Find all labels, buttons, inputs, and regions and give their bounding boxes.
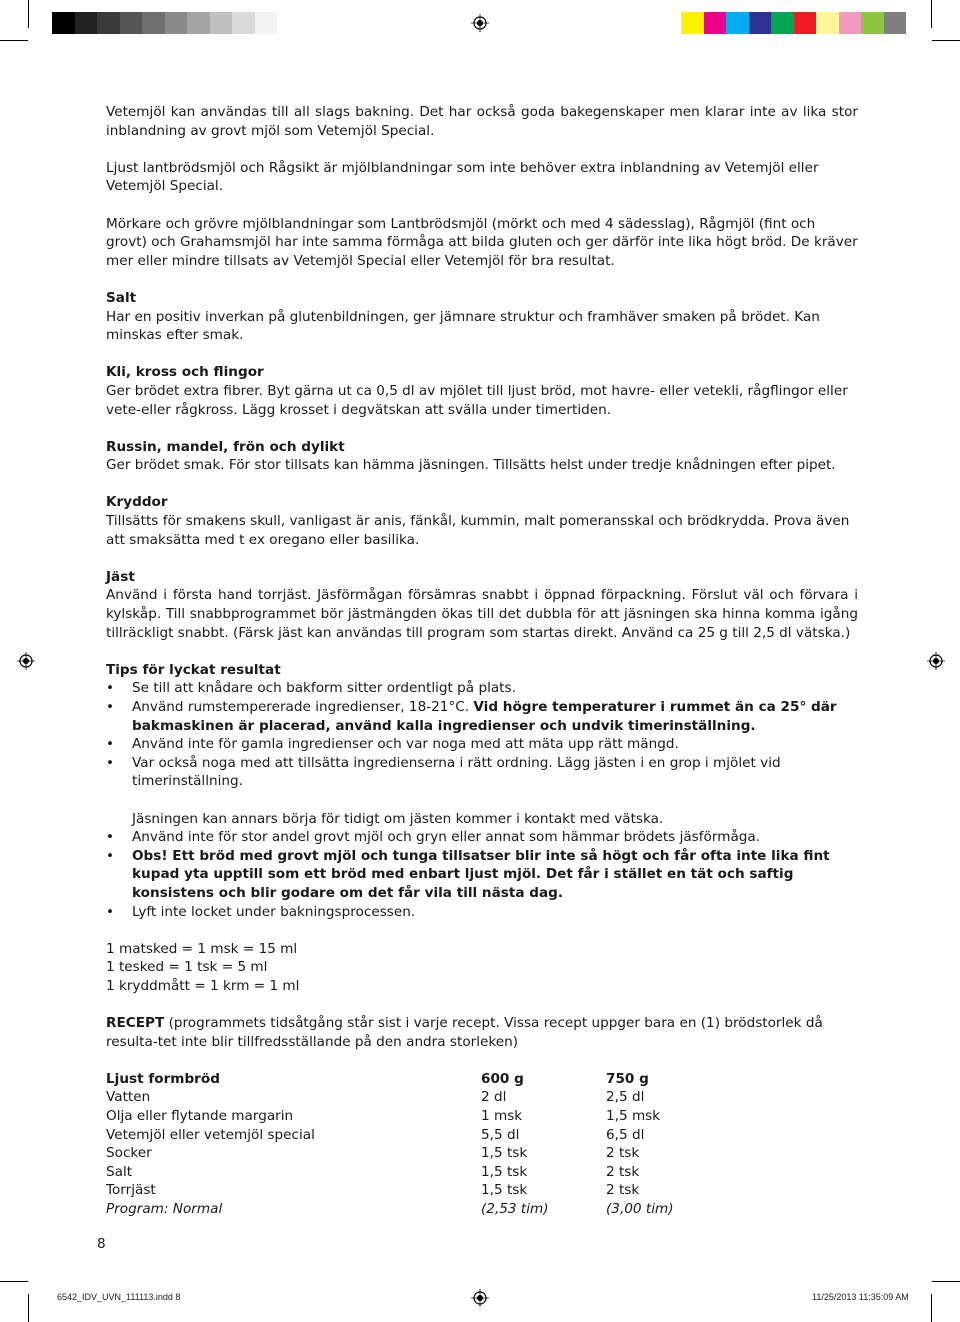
- amount: 1,5 tsk: [481, 1163, 528, 1180]
- ingredient: Vatten: [106, 1089, 151, 1106]
- crop-mark: [932, 1281, 960, 1282]
- page-number: 8: [97, 1236, 106, 1252]
- color-swatch: [255, 12, 278, 34]
- amount: 2 dl: [481, 1089, 507, 1106]
- column-header: 600 g: [481, 1070, 524, 1087]
- ingredient: Torrjäst: [106, 1182, 156, 1199]
- tips-heading: Tips för lyckat resultat: [106, 661, 281, 678]
- color-swatch: [794, 12, 817, 34]
- section-heading: Kli, kross och flingor: [106, 364, 264, 381]
- slug-timestamp: 11/25/2013 11:35:09 AM: [812, 1292, 909, 1302]
- color-swatch: [187, 12, 210, 34]
- program-time: (2,53 tim): [481, 1201, 549, 1218]
- list-item: • Använd inte för gamla ingredienser och var noga med att mäta upp rätt mängd.: [106, 735, 858, 754]
- registration-mark-icon: [17, 652, 35, 670]
- recipe-title: Ljust formbröd: [106, 1070, 220, 1087]
- color-swatch: [210, 12, 233, 34]
- ingredient: Socker: [106, 1145, 152, 1162]
- ingredient: Salt: [106, 1163, 133, 1180]
- amount: 2 tsk: [606, 1182, 640, 1199]
- list-item: Jäsningen kan annars börja för tidigt om jästen kommer i kontakt med vätska.: [132, 810, 664, 827]
- crop-mark: [0, 40, 28, 41]
- tips-list: [106, 679, 858, 921]
- color-swatch: [52, 12, 75, 34]
- amount: 1,5 msk: [606, 1108, 661, 1125]
- amount: 2 tsk: [606, 1145, 640, 1162]
- table-row: [106, 1181, 756, 1200]
- color-swatch: [97, 12, 120, 34]
- section-text: Ger brödet smak. För stor tillsats kan hämma jäsningen. Tillsätts helst under tredje knådningen efter pipet.: [106, 457, 836, 474]
- column-header: 750 g: [606, 1070, 649, 1087]
- color-swatch: [232, 12, 255, 34]
- color-swatch: [771, 12, 794, 34]
- list-item: • Obs! Ett bröd med grovt mjöl och tunga tillsatser blir inte så högt och får ofta inte lika fint kupad yta upptill som ett bröd med enbart ljust mjöl. Det får i stället en tät och saftig konsistens och blir godare om det får vila till nästa dag.: [106, 847, 858, 903]
- ingredient: Olja eller flytande margarin: [106, 1108, 294, 1125]
- crop-mark: [932, 40, 960, 41]
- amount: 1,5 tsk: [481, 1182, 528, 1199]
- amount: 2 tsk: [606, 1163, 640, 1180]
- table-row: [106, 1088, 756, 1107]
- section-heading: Jäst: [106, 568, 135, 585]
- recept-note: RECEPT (programmets tidsåtgång står sist i varje recept. Vissa recept uppger bara en (1) brödstorlek då resulta-tet inte blir tillfredsställande på den andra storleken): [106, 1015, 823, 1050]
- color-swatch: [884, 12, 907, 34]
- crop-mark: [0, 1281, 28, 1282]
- crop-mark: [28, 1294, 29, 1322]
- section-heading: Russin, mandel, frön och dylikt: [106, 438, 345, 455]
- paragraph: Vetemjöl kan användas till all slags bakning. Det har också goda bakegenskaper men klarar inte av lika stor inblandning av grovt mjöl som Vetemjöl Special.: [106, 104, 858, 139]
- color-swatch: [839, 12, 862, 34]
- measure-line: 1 kryddmått = 1 krm = 1 ml: [106, 977, 300, 994]
- color-swatch: [704, 12, 727, 34]
- color-swatch: [749, 12, 772, 34]
- table-row: [106, 1163, 756, 1182]
- list-item: • Var också noga med att tillsätta ingredienserna i rätt ordning. Lägg jästen i en grop i mjölet vid timerinställning.: [106, 754, 858, 791]
- registration-mark-icon: [471, 14, 489, 32]
- color-swatch: [165, 12, 188, 34]
- list-item: • Använd rumstempererade ingredienser, 18-21°C. Vid högre temperaturer i rummet än ca 25° där bakmaskinen är placerad, använd kalla ingredienser och undvik timerinställning.: [106, 698, 858, 735]
- color-swatch: [861, 12, 884, 34]
- color-swatch: [726, 12, 749, 34]
- table-row: [106, 1200, 756, 1219]
- program-time: (3,00 tim): [606, 1201, 674, 1218]
- amount: 1 msk: [481, 1108, 523, 1125]
- section-text: Har en positiv inverkan på glutenbildningen, ger jämnare struktur och framhäver smaken på brödet. Kan minskas efter smak.: [106, 308, 820, 344]
- crop-mark: [28, 0, 29, 28]
- grayscale-color-bar: [52, 12, 277, 34]
- section-text: Tillsätts för smakens skull, vanligast är anis, fänkål, kummin, malt pomeransskal och brödkrydda. Prova även att smaksätta med t ex oregano eller basilika.: [106, 513, 850, 548]
- list-item: • Lyft inte locket under bakningsprocessen.: [106, 903, 858, 922]
- table-row: [106, 1070, 756, 1089]
- amount: 2,5 dl: [606, 1089, 645, 1106]
- color-swatch: [75, 12, 98, 34]
- color-swatch: [142, 12, 165, 34]
- measure-line: 1 matsked = 1 msk = 15 ml: [106, 940, 298, 957]
- paragraph: Mörkare och grövre mjölblandningar som Lantbrödsmjöl (mörkt och med 4 sädesslag), Rågmjöl (fint och grovt) och Grahamsmjöl har inte samma förmåga att bilda gluten och ger därför inte lika högt bröd. De kräver mer eller mindre tillsats av Vetemjöl Special eller Vetemjöl för bra resultat.: [106, 215, 858, 269]
- ingredient: Vetemjöl eller vetemjöl special: [106, 1126, 315, 1143]
- color-swatch: [681, 12, 704, 34]
- section-text: Ger brödet extra fibrer. Byt gärna ut ca 0,5 dl av mjölet till ljust bröd, mot havre- eller vetekli, rågflingor eller vete-eller rågkross. Lägg krosset i degvätskan att svälla under timertiden.: [106, 382, 848, 418]
- measure-line: 1 tesked = 1 tsk = 5 ml: [106, 959, 268, 976]
- section-heading: Salt: [106, 289, 137, 306]
- list-item: • Använd inte för stor andel grovt mjöl och gryn eller annat som hämmar brödets jäsförmåga.: [106, 828, 858, 847]
- crop-mark: [931, 0, 932, 28]
- registration-mark-icon: [927, 652, 945, 670]
- list-item: • Se till att knådare och bakform sitter ordentligt på plats.: [106, 679, 858, 698]
- table-row: [106, 1107, 756, 1126]
- process-color-bar: [681, 12, 906, 34]
- table-row: [106, 1126, 756, 1145]
- measures-list: [106, 940, 858, 996]
- paragraph: Ljust lantbrödsmjöl och Rågsikt är mjölblandningar som inte behöver extra inblandning av Vetemjöl eller Vetemjöl Special.: [106, 159, 819, 195]
- page-content: [106, 103, 858, 1219]
- color-swatch: [816, 12, 839, 34]
- amount: 5,5 dl: [481, 1126, 520, 1143]
- recipe-table: [106, 1070, 756, 1219]
- registration-mark-icon: [471, 1289, 489, 1307]
- section-text: Använd i första hand torrjäst. Jäsförmågan försämras snabbt i öppnad förpackning. Förslut väl och förvara i kylskåp. Till snabbprogrammet bör jästmängden ökas till det dubbla för att jäsningen ska hinna komma igång tillräckligt snabbt. (Färsk jäst kan användas till program som startas direkt. Använd ca 25 g till 2,5 dl vätska.): [106, 587, 858, 641]
- amount: 1,5 tsk: [481, 1145, 528, 1162]
- program-label: Program: Normal: [106, 1201, 223, 1218]
- table-row: [106, 1144, 756, 1163]
- crop-mark: [931, 1294, 932, 1322]
- color-swatch: [120, 12, 143, 34]
- slug-filename: 6542_IDV_UVN_111113.indd 8: [57, 1292, 181, 1302]
- section-heading: Kryddor: [106, 494, 168, 511]
- amount: 6,5 dl: [606, 1126, 645, 1143]
